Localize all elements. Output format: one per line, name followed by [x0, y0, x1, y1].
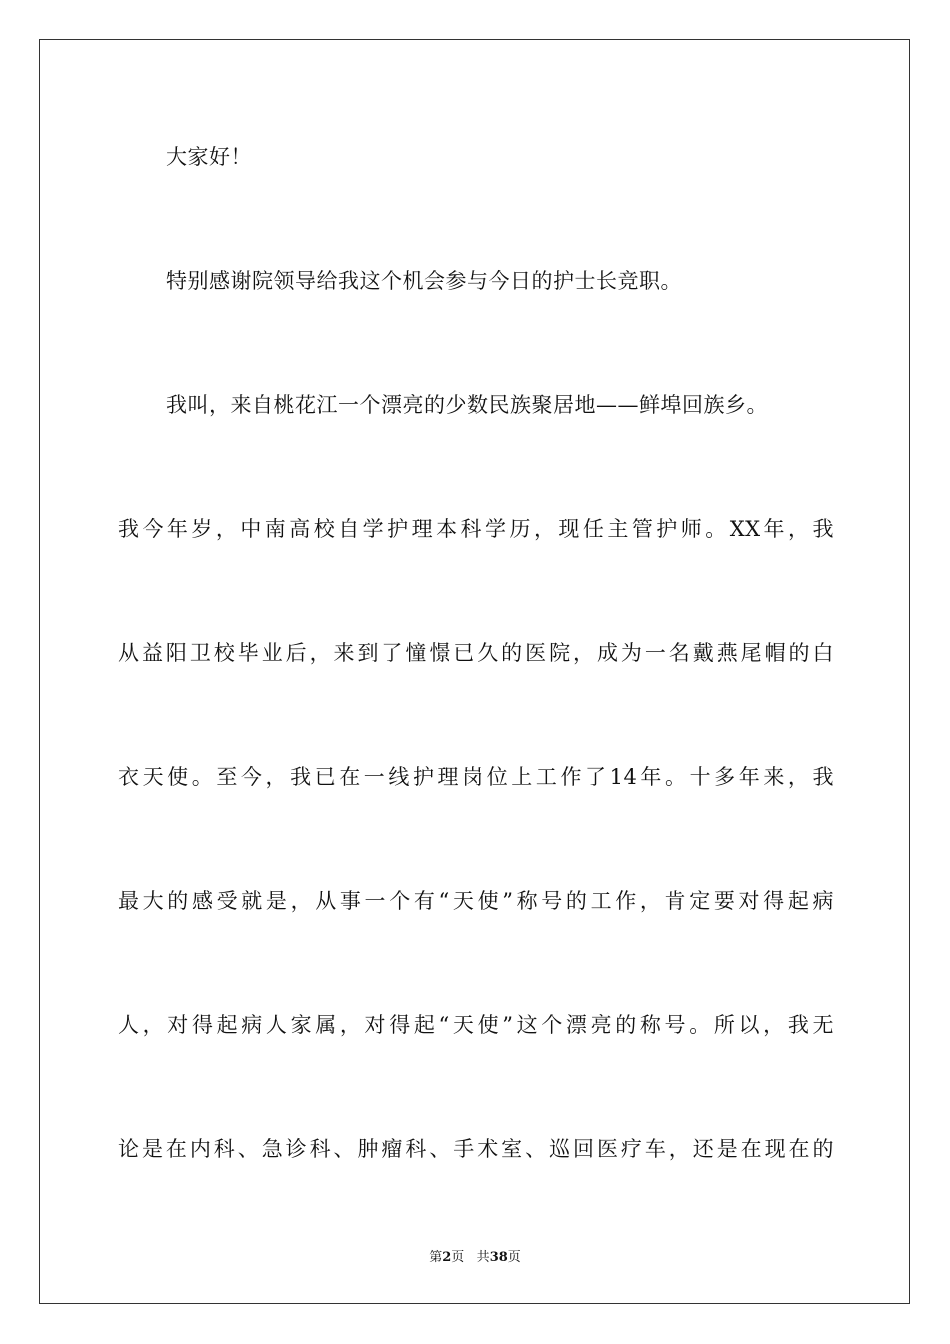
paragraph-line: 人，对得起病人家属，对得起“天使”这个漂亮的称号。所以，我无: [118, 1013, 834, 1037]
current-page-number: 2: [442, 1250, 452, 1265]
paragraph-line: 特别感谢院领导给我这个机会参与今日的护士长竞职。: [166, 269, 682, 293]
footer-total-prefix: 共: [476, 1250, 490, 1265]
page-footer: [0, 1246, 950, 1265]
paragraph-line: 从益阳卫校毕业后，来到了憧憬已久的医院，成为一名戴燕尾帽的白: [118, 641, 834, 665]
paragraph-line: 我叫，来自桃花江一个漂亮的少数民族聚居地——鲜埠回族乡。: [166, 393, 768, 417]
paragraph-line: 我今年岁，中南高校自学护理本科学历，现任主管护师。XX年，我: [118, 517, 834, 541]
footer-total-suffix: 页: [507, 1250, 521, 1265]
paragraph-line: 最大的感受就是，从事一个有“天使”称号的工作，肯定要对得起病: [118, 889, 834, 913]
paragraph-line: 大家好！: [166, 145, 252, 169]
paragraph-line: 衣天使。至今，我已在一线护理岗位上工作了14年。十多年来，我: [118, 765, 834, 789]
total-pages-number: 38: [489, 1250, 508, 1265]
footer-prefix: 第: [429, 1250, 443, 1265]
footer-page-suffix: 页: [451, 1250, 465, 1265]
paragraph-line: 论是在内科、急诊科、肿瘤科、手术室、巡回医疗车，还是在现在的: [118, 1137, 834, 1161]
document-body: [118, 126, 834, 1242]
